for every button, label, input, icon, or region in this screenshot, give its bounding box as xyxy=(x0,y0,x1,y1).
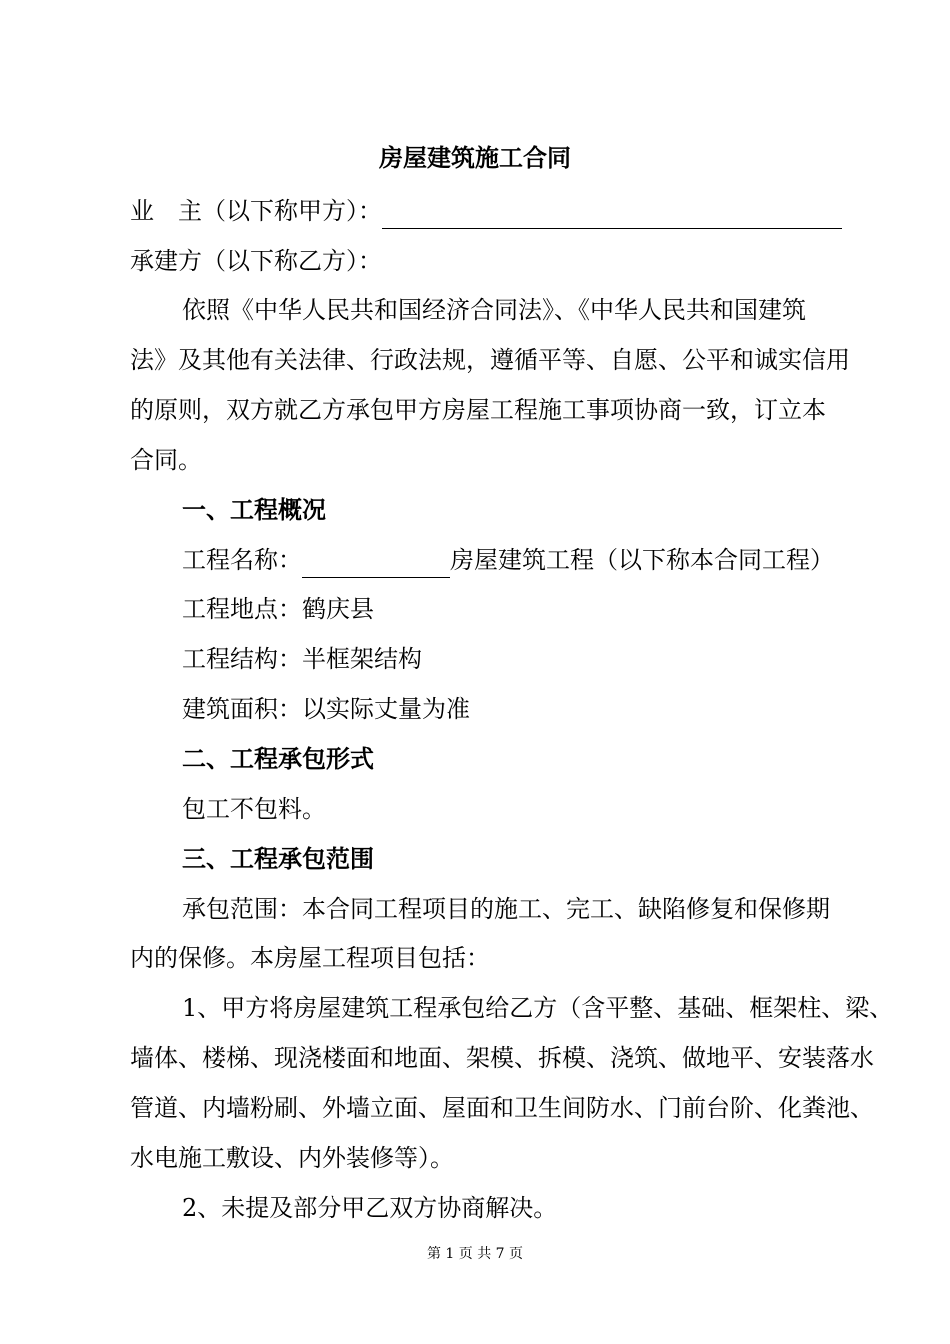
document-title: 房屋建筑施工合同 xyxy=(379,144,571,172)
project-name-blank xyxy=(302,547,450,578)
item1-line-4: 水电施工敷设、内外装修等）。 xyxy=(130,1144,454,1172)
project-name-line xyxy=(182,542,834,578)
page-footer: 第 1 页 共 7 页 xyxy=(426,1246,524,1262)
item2-line: 2、未提及部分甲乙双方协商解决。 xyxy=(182,1194,558,1222)
project-name-suffix: 房屋建筑工程（以下称本合同工程） xyxy=(450,546,834,574)
project-area: 建筑面积：以实际丈量为准 xyxy=(182,695,470,723)
intro-line-4: 合同。 xyxy=(130,446,202,474)
project-structure: 工程结构：半框架结构 xyxy=(182,645,422,673)
section2-heading: 二、工程承包形式 xyxy=(182,745,374,773)
owner-blank xyxy=(382,198,842,229)
project-name-label: 工程名称： xyxy=(182,546,302,574)
scope-line-1: 承包范围：本合同工程项目的施工、完工、缺陷修复和保修期 xyxy=(182,895,830,923)
item1-line-3: 管道、内墙粉刷、外墙立面、屋面和卫生间防水、门前台阶、化粪池、 xyxy=(130,1094,874,1122)
intro-line-1: 依照《中华人民共和国经济合同法》、《中华人民共和国建筑 xyxy=(182,296,806,324)
contractor-line: 承建方（以下称乙方）： xyxy=(130,247,382,275)
item1-line-2: 墙体、楼梯、现浇楼面和地面、架模、拆模、浇筑、做地平、安装落水 xyxy=(130,1044,874,1072)
section2-content: 包工不包料。 xyxy=(182,795,326,823)
owner-label: 业 主（以下称甲方）： xyxy=(130,197,382,225)
scope-line-2: 内的保修。本房屋工程项目包括： xyxy=(130,944,490,972)
intro-line-2: 法》及其他有关法律、行政法规，遵循平等、自愿、公平和诚实信用 xyxy=(130,346,850,374)
section1-heading: 一、工程概况 xyxy=(182,496,326,524)
intro-line-3: 的原则，双方就乙方承包甲方房屋工程施工事项协商一致，订立本 xyxy=(130,396,826,424)
owner-line xyxy=(130,193,842,229)
item1-line-1: 1、甲方将房屋建筑工程承包给乙方（含平整、基础、框架柱、梁、 xyxy=(182,994,894,1022)
project-location: 工程地点：鹤庆县 xyxy=(182,595,374,623)
section3-heading: 三、工程承包范围 xyxy=(182,845,374,873)
